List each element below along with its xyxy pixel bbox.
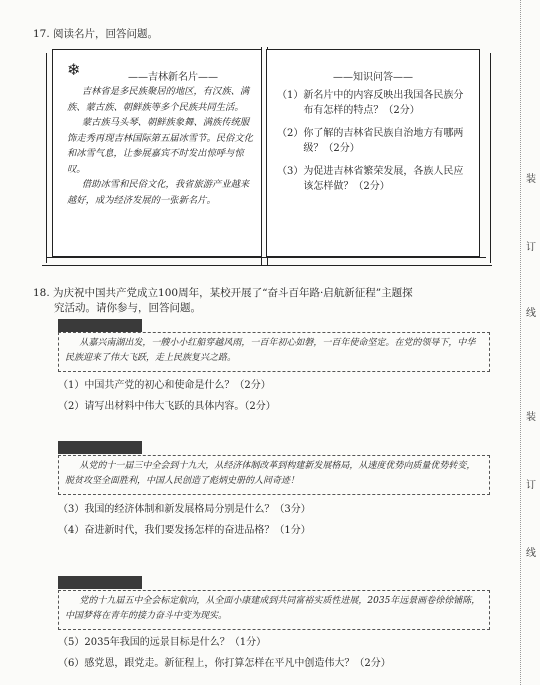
material-1-box: 从嘉兴南湖出发，一艘小小红船穿越风雨，一百年初心如磐，一百年使命坚定。在党的领导下，中华民族迎来了伟大飞跃，走上民族复兴之路。 — [58, 332, 490, 372]
card-paragraph: 吉林省是多民族聚居的地区，有汉族、满族、蒙古族、朝鲜族等多个民族共同生活。 — [67, 86, 250, 113]
name-card-book — [52, 43, 485, 273]
qa-item: （1） 新名片中的内容反映出我国各民族分布有怎样的特点？（2分） — [277, 90, 464, 116]
qa-item: （3） 为促进吉林省繁荣发展，各族人民应该怎样做？（2分） — [277, 166, 464, 192]
question-6: （6）感党恩，跟党走。新征程上，你打算怎样在平凡中创造伟大？（2分） — [58, 658, 391, 669]
question-5: （5）2035年我国的远景目标是什么？（1分） — [58, 637, 267, 648]
qa-title: ——知识问答—— — [333, 72, 413, 83]
question-3: （3）我国的经济体制和新发展格局分别是什么？（3分） — [58, 504, 311, 515]
margin-char: 订 — [526, 242, 536, 253]
material-3-tag — [58, 576, 142, 589]
question-2: （2）请写出材料中伟大飞跃的具体内容。（2分） — [58, 401, 276, 412]
margin-char: 装 — [526, 174, 536, 185]
card-paragraph: 蒙古族马头琴、朝鲜族象舞、满族传统服饰走秀再现吉林国际第五届冰雪节。民俗文化和冰雪气息，让参展嘉宾不时发出惊呼与惊叹。 — [67, 117, 253, 175]
margin-char: 装 — [526, 412, 536, 423]
qa-list — [277, 88, 473, 202]
material-1-tag — [58, 319, 142, 332]
question-1: （1）中国共产党的初心和使命是什么？（2分） — [58, 380, 271, 391]
margin-char: 线 — [526, 308, 536, 319]
margin-char: 线 — [526, 548, 536, 559]
qa-item: （2） 你了解的吉林省民族自治地方有哪两级？（2分） — [277, 128, 464, 154]
margin-char: 订 — [526, 480, 536, 491]
material-2-box: 从党的十一届三中全会到十九大，从经济体制改革到构建新发展格局，从速度优势向质量优势转变，脱贫攻坚全面胜利，中国人民创造了彪炳史册的人间奇迹！ — [58, 455, 490, 495]
card-body — [67, 84, 253, 208]
material-2-tag — [58, 441, 142, 454]
card-right-page — [266, 49, 480, 257]
q18-title-line2: 究活动。请你参与，回答问题。 — [54, 302, 201, 314]
card-left-page — [52, 49, 262, 257]
card-title: ——吉林新名片—— — [128, 72, 218, 83]
card-paragraph: 借助冰雪和民俗文化，我省旅游产业越来越好，成为经济发展的一张新名片。 — [67, 179, 250, 206]
q17-title: 17. 阅读名片，回答问题。 — [33, 28, 159, 40]
material-3-box: 党的十九届五中全会标定航向，从全面小康建成到共同富裕实质性进展，2035年远景画卷徐徐铺陈，中国梦将在青年的接力奋斗中变为现实。 — [58, 590, 490, 630]
question-4: （4）奋进新时代，我们要发扬怎样的奋进品格？（1分） — [58, 525, 311, 536]
snowflake-icon: ❄ — [67, 60, 81, 79]
binding-margin — [520, 0, 540, 685]
q18-title-line1: 18. 为庆祝中国共产党成立100周年，某校开展了“奋斗百年路·启航新征程”主题探 — [33, 287, 413, 299]
